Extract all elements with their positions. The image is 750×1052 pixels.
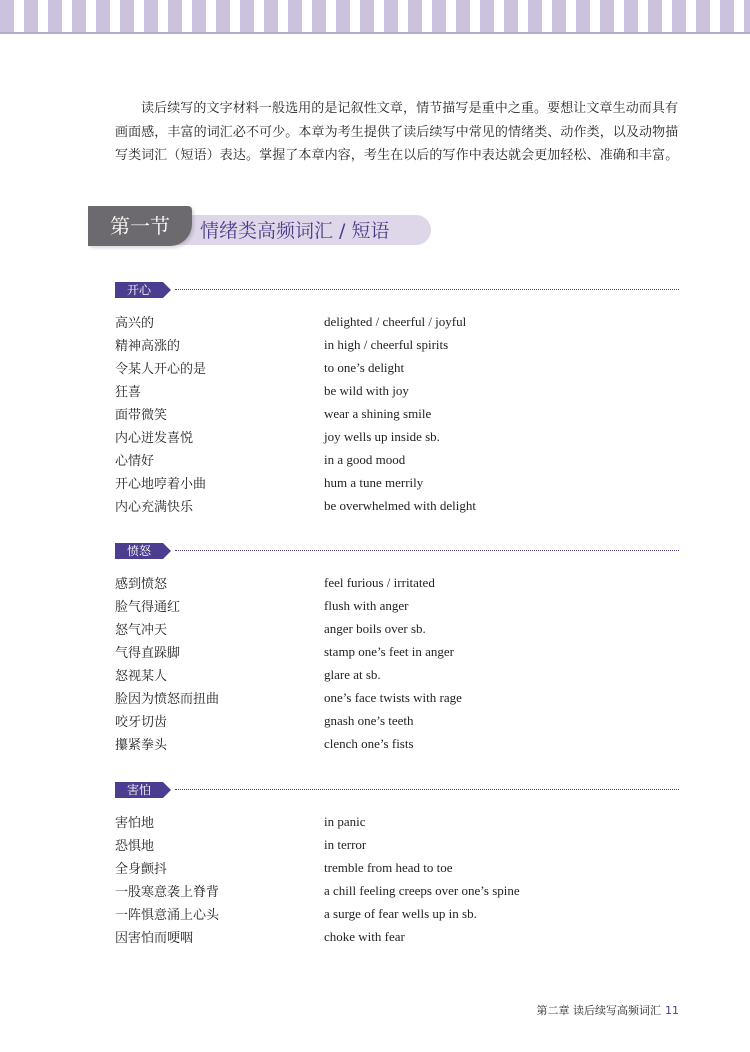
- vocab-row: [115, 686, 679, 709]
- english-term: delighted / cheerful / joyful: [324, 313, 467, 329]
- chinese-term: 狂喜: [115, 385, 142, 400]
- english-term: anger boils over sb.: [324, 620, 426, 636]
- vocab-row: [115, 379, 679, 402]
- chinese-term: 气得直跺脚: [115, 646, 181, 661]
- vocab-row: [115, 356, 679, 379]
- category-tag: 开心: [115, 282, 163, 298]
- dotted-divider: [175, 550, 679, 551]
- category-tag: 害怕: [115, 782, 163, 798]
- category-happy: [115, 282, 679, 517]
- vocab-row: [115, 856, 679, 879]
- vocab-row: [115, 425, 679, 448]
- vocab-row: [115, 310, 679, 333]
- vocab-list: [115, 310, 679, 517]
- vocab-row: [115, 448, 679, 471]
- vocab-row: [115, 402, 679, 425]
- footer-chapter-title: 第二章 读后续写高频词汇: [536, 1004, 661, 1017]
- vocab-row: [115, 709, 679, 732]
- vocab-list: [115, 810, 679, 948]
- vocab-row: [115, 617, 679, 640]
- chinese-term: 脸气得通红: [115, 600, 181, 615]
- chinese-term: 精神高涨的: [115, 339, 181, 354]
- vocab-row: [115, 571, 679, 594]
- section-number-badge: 第一节: [88, 206, 192, 246]
- vocab-row: [115, 732, 679, 755]
- english-term: hum a tune merrily: [324, 474, 424, 490]
- chinese-term: 恐惧地: [115, 839, 155, 854]
- english-term: glare at sb.: [324, 666, 381, 682]
- chinese-term: 令某人开心的是: [115, 362, 207, 377]
- chinese-term: 心情好: [115, 454, 155, 469]
- dotted-divider: [175, 289, 679, 290]
- dotted-divider: [175, 789, 679, 790]
- page-footer: [537, 1002, 680, 1018]
- chinese-term: 怒气冲天: [115, 623, 168, 638]
- english-term: in high / cheerful spirits: [324, 336, 449, 352]
- vocab-row: [115, 925, 679, 948]
- chinese-term: 内心充满快乐: [115, 500, 194, 515]
- chinese-term: 开心地哼着小曲: [115, 477, 207, 492]
- category-fear: [115, 782, 679, 948]
- english-term: in terror: [324, 836, 367, 852]
- chinese-term: 面带微笑: [115, 408, 168, 423]
- english-term: be overwhelmed with delight: [324, 497, 476, 513]
- vocab-list: [115, 571, 679, 755]
- vocab-row: [115, 663, 679, 686]
- vocab-row: [115, 594, 679, 617]
- english-term: wear a shining smile: [324, 405, 432, 421]
- english-term: stamp one’s feet in anger: [324, 643, 454, 659]
- section-header: [88, 206, 448, 252]
- category-tag: 愤怒: [115, 543, 163, 559]
- english-term: choke with fear: [324, 928, 405, 944]
- english-term: feel furious / irritated: [324, 574, 435, 590]
- chinese-term: 脸因为愤怒而扭曲: [115, 692, 220, 707]
- english-term: flush with anger: [324, 597, 409, 613]
- english-term: a surge of fear wells up in sb.: [324, 905, 477, 921]
- vocab-row: [115, 471, 679, 494]
- chinese-term: 因害怕而哽咽: [115, 931, 194, 946]
- chinese-term: 一股寒意袭上脊背: [115, 885, 220, 900]
- vocab-row: [115, 333, 679, 356]
- english-term: one’s face twists with rage: [324, 689, 462, 705]
- chinese-term: 内心迸发喜悦: [115, 431, 194, 446]
- chinese-term: 怒视某人: [115, 669, 168, 684]
- english-term: joy wells up inside sb.: [324, 428, 440, 444]
- chinese-term: 攥紧拳头: [115, 738, 168, 753]
- section-title: 情绪类高频词汇 / 短语: [200, 220, 390, 242]
- top-decorative-stripe: [0, 0, 750, 34]
- page-number: 11: [665, 1004, 679, 1017]
- chinese-term: 一阵惧意涌上心头: [115, 908, 220, 923]
- chinese-term: 全身颤抖: [115, 862, 168, 877]
- english-term: in panic: [324, 813, 366, 829]
- vocab-row: [115, 494, 679, 517]
- english-term: clench one’s fists: [324, 735, 414, 751]
- english-term: tremble from head to toe: [324, 859, 453, 875]
- vocab-row: [115, 902, 679, 925]
- chapter-intro-paragraph: 读后续写的文字材料一般选用的是记叙性文章，情节描写是重中之重。要想让文章生动而具有画面感，丰富的词汇必不可少。本章为考生提供了读后续写中常见的情绪类、动作类，以及动物描写类词汇（短语）表达。掌握了本章内容，考生在以后的写作中表达就会更加轻松、准确和丰富。: [115, 101, 679, 163]
- english-term: gnash one’s teeth: [324, 712, 414, 728]
- vocab-row: [115, 833, 679, 856]
- english-term: be wild with joy: [324, 382, 409, 398]
- chinese-term: 害怕地: [115, 816, 155, 831]
- vocab-row: [115, 810, 679, 833]
- english-term: a chill feeling creeps over one’s spine: [324, 882, 520, 898]
- chinese-term: 高兴的: [115, 316, 155, 331]
- chinese-term: 感到愤怒: [115, 577, 168, 592]
- vocab-row: [115, 879, 679, 902]
- category-anger: [115, 543, 679, 755]
- chinese-term: 咬牙切齿: [115, 715, 168, 730]
- vocab-row: [115, 640, 679, 663]
- english-term: to one’s delight: [324, 359, 405, 375]
- english-term: in a good mood: [324, 451, 406, 467]
